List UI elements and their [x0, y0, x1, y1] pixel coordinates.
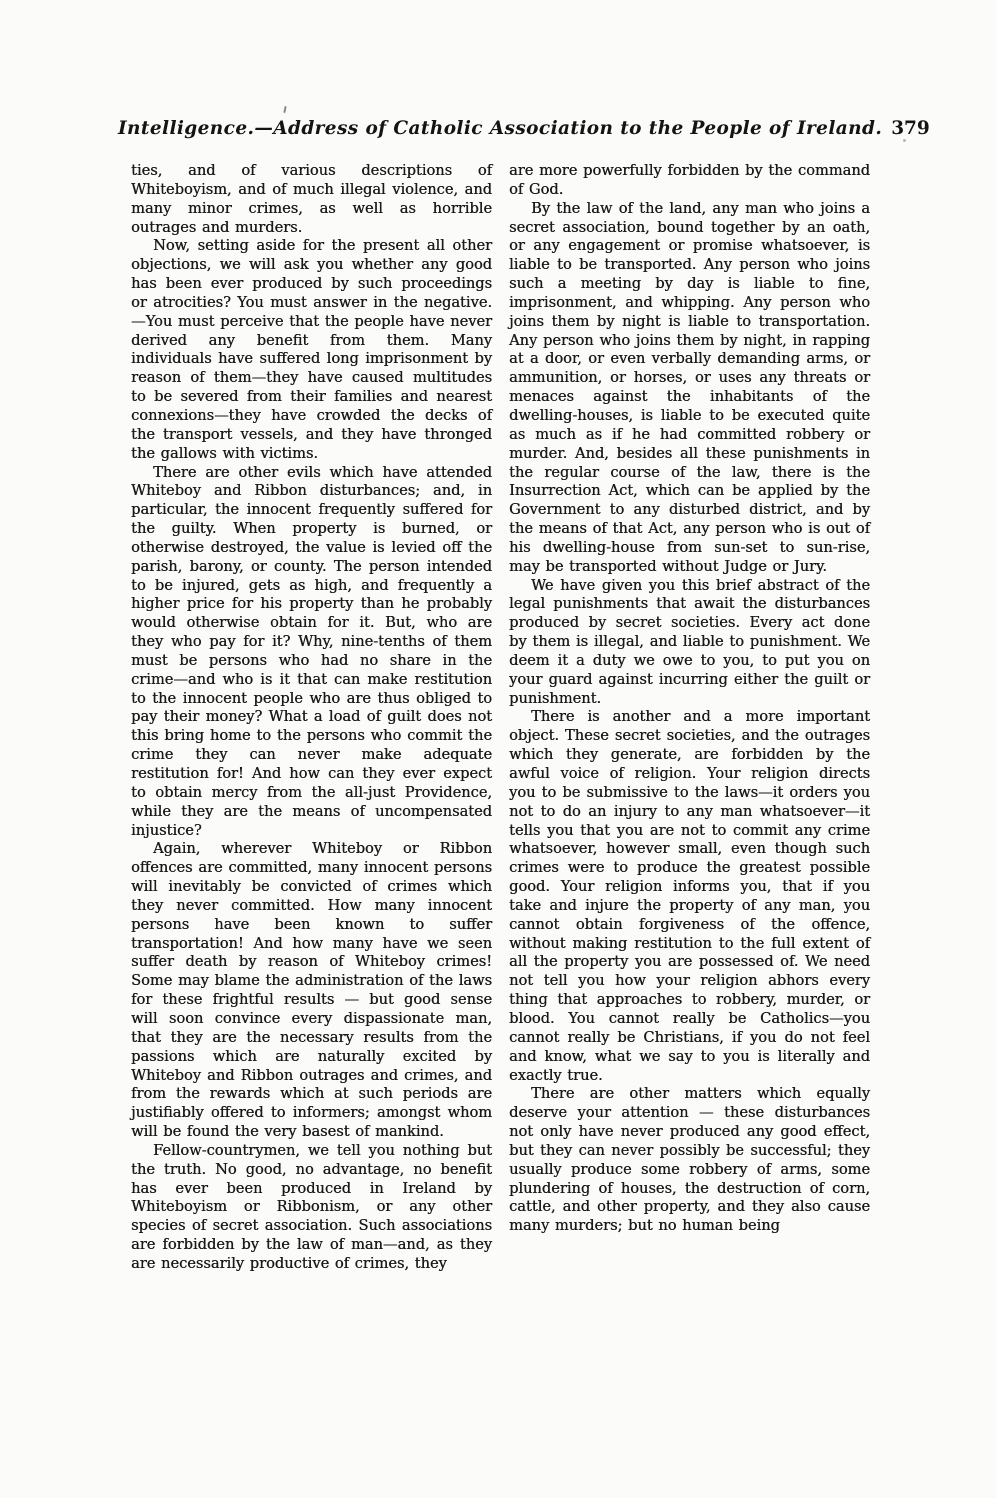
right-column	[509, 162, 870, 1274]
page-number: 379	[891, 118, 930, 139]
paragraph: By the law of the land, any man who joins a secret association, bound together by an oath, or any engagement or promise whatsoever, is liable to be transported. Any person who joins such a meeting by day is liable to fine, imprisonment, and whipping. Any person who joins them by night is liable to transportation. Any person who joins them by night, in rapping at a door, or even verbally demanding arms, or ammunition, or horses, or uses any threats or menaces against the inhabitants of the dwelling-houses, is liable to be executed quite as much as if he had committed robbery or murder. And, besides all these punishments in the regular course of the law, there is the Insurrection Act, which can be applied by the Government to any disturbed district, and by the means of that Act, any person who is out of his dwelling-house from sun-set to sun-rise, may be transported without Judge or Jury.	[509, 199, 870, 575]
running-header	[118, 118, 930, 139]
paragraph: Now, setting aside for the present all other objections, we will ask you whether any good has been ever produced by such proceedings or atrocities? You must answer in the negative.—You must perceive that the people have never derived any benefit from them. Many individuals have suffered long imprisonment by reason of them—they have caused multitudes to be severed from their families and nearest connexions—they have crowded the decks of the transport vessels, and they have thronged the gallows with victims.	[131, 237, 492, 462]
paragraph: Again, wherever Whiteboy or Ribbon offences are committed, many innocent persons will inevitably be convicted of crimes which they never committed. How many innocent persons have been known to suffer transportation! And how many have we seen suffer death by reason of Whiteboy crimes! Some may blame the administration of the laws for these frightful results — but good sense will soon convince every dispassionate man, that they are the necessary results from the passions which are naturally excited by Whiteboy and Ribbon outrages and crimes, and from the rewards which at such periods are justifiably offered to informers; amongst whom will be found the very basest of mankind.	[131, 840, 492, 1141]
paragraph-continuation: are more powerfully forbidden by the command of God.	[509, 162, 870, 198]
text-columns	[131, 162, 870, 1274]
scan-artifact	[903, 139, 906, 142]
paragraph: There are other evils which have attended Whiteboy and Ribbon disturbances; and, in particular, the innocent frequently suffered for the guilty. When property is burned, or otherwise destroyed, the value is levied off the parish, barony, or county. The person intended to be injured, gets as high, and frequently a higher price for his property than he probably would otherwise obtain for it. But, who are they who pay for it? Why, nine-tenths of them must be persons who had no share in the crime—and who is it that can make restitution to the innocent people who are thus obliged to pay their money? What a load of guilt does not this bring home to the persons who commit the crime they can never make adequate restitution for! And how can they ever expect to obtain mercy from the all-just Providence, while they are the means of uncompensated injustice?	[131, 463, 492, 839]
paragraph-continuation: ties, and of various descriptions of Whiteboyism, and of much illegal violence, and many minor crimes, as well as horrible outrages and murders.	[131, 162, 492, 236]
paragraph: We have given you this brief abstract of the legal punishments that await the disturbances produced by secret societies. Every act done by them is illegal, and liable to punishment. We deem it a duty we owe to you, to put you on your guard against incurring either the guilt or punishment.	[509, 576, 870, 707]
paragraph: Fellow-countrymen, we tell you nothing but the truth. No good, no advantage, no benefit has ever been produced in Ireland by Whiteboyism or Ribbonism, or any other species of secret association. Such associations are forbidden by the law of man—and, as they are necessarily productive of crimes, they	[131, 1141, 492, 1272]
paragraph: There are other matters which equally deserve your attention — these disturbances not only have never produced any good effect, but they can never possibly be successful; they usually produce some robbery of arms, some plundering of houses, the destruction of corn, cattle, and other property, and they also cause many murders; but no human being	[509, 1085, 870, 1235]
page-title: Intelligence.—Address of Catholic Association to the People of Ireland.	[118, 118, 883, 139]
scan-artifact	[283, 106, 286, 113]
paragraph: There is another and a more important object. These secret societies, and the outrages which they generate, are forbidden by the awful voice of religion. Your religion directs you to be submissive to the laws—it orders you not to do an injury to any man whatsoever—it tells you that you are not to commit any crime whatsoever, however small, even though such crimes were to produce the greatest possible good. Your religion informs you, that if you take and injure the property of any man, you cannot obtain forgiveness of the offence, without making restitution to the full extent of all the property you are possessed of. We need not tell you how your religion abhors every thing that approaches to robbery, murder, or blood. You cannot really be Catholics—you cannot really be Christians, if you do not feel and know, what we say to you is literally and exactly true.	[509, 708, 870, 1084]
left-column	[131, 162, 492, 1274]
